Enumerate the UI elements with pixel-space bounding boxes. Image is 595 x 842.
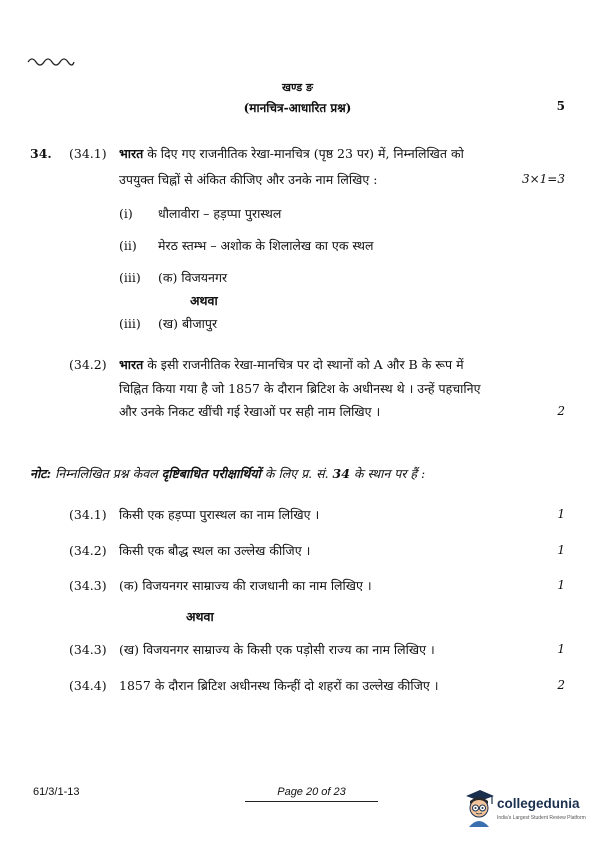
- question-number: 34.: [30, 146, 52, 161]
- note-item-label: (34.3): [69, 642, 107, 657]
- sub-question-label: (34.1): [69, 146, 107, 161]
- mascot-icon: [462, 787, 496, 827]
- note-item-text: (ख) विजयनगर साम्राज्य के किसी एक पड़ोसी राज्य का नाम लिखिए ।: [119, 642, 435, 657]
- question-text-line: भारत के इसी राजनीतिक रेखा-मानचित्र पर दो स्थानों को A और B के रूप में: [119, 357, 464, 372]
- note-item-text: 1857 के दौरान ब्रिटिश अधीनस्थ किन्हीं दो शहरों का उल्लेख कीजिए ।: [119, 678, 439, 693]
- note-item-marks: 1: [557, 507, 565, 521]
- note-item-label: (34.2): [69, 543, 107, 558]
- note-item-label: (34.4): [69, 678, 107, 693]
- or-label: अथवा: [186, 609, 214, 624]
- question-text-line: भारत के दिए गए राजनीतिक रेखा-मानचित्र (पृष्ठ 23 पर) में, निम्नलिखित को: [119, 146, 464, 161]
- note-item-marks: 1: [557, 642, 565, 656]
- note-item-label: (34.1): [69, 507, 107, 522]
- squiggle-mark: [27, 54, 75, 68]
- section-title: खण्ड ङ: [282, 81, 313, 94]
- paper-code: 61/3/1-13: [33, 786, 80, 798]
- note-line: नोट: निम्नलिखित प्रश्न केवल दृष्टिबाधित परीक्षार्थियों के लिए प्र. सं. 34 के स्थान पर हैं :: [30, 466, 426, 481]
- page-number: Page 20 of 23: [277, 786, 346, 798]
- footer-divider: [245, 801, 378, 802]
- note-item-text: किसी एक हड़प्पा पुरास्थल का नाम लिखिए ।: [119, 507, 320, 522]
- list-item-text: धौलावीरा – हड़प्पा पुरास्थल: [158, 206, 282, 221]
- note-item-marks: 1: [557, 543, 565, 557]
- list-item-number: (i): [119, 206, 133, 221]
- list-item-number: (iii): [119, 270, 141, 285]
- list-item-text: (क) विजयनगर: [158, 270, 228, 285]
- question-marks: 3×1=3: [521, 172, 565, 186]
- question-text-line: और उनके निकट खींची गई रेखाओं पर सही नाम लिखिए ।: [119, 404, 381, 419]
- note-item-marks: 2: [557, 678, 565, 692]
- question-marks: 2: [557, 404, 565, 418]
- note-item-label: (34.3): [69, 578, 107, 593]
- brand-logo: collegedunia: [497, 796, 580, 811]
- list-item-number: (iii): [119, 316, 141, 331]
- section-marks: 5: [556, 99, 565, 113]
- or-label: अथवा: [190, 293, 218, 308]
- note-item-marks: 1: [557, 578, 565, 592]
- list-item-text: (ख) बीजापुर: [158, 316, 218, 331]
- note-item-text: किसी एक बौद्ध स्थल का उल्लेख कीजिए ।: [119, 543, 311, 558]
- question-text-line: चिह्नित किया गया है जो 1857 के दौरान ब्रिटिश के अधीनस्थ थे । उन्हें पहचानिए: [119, 381, 481, 396]
- sub-question-label: (34.2): [69, 357, 107, 372]
- list-item-text: मेरठ स्तम्भ – अशोक के शिलालेख का एक स्थल: [158, 238, 374, 253]
- brand-tagline: India's Largest Student Review Platform: [497, 815, 586, 821]
- section-subtitle: (मानचित्र-आधारित प्रश्न): [243, 101, 352, 115]
- list-item-number: (ii): [119, 238, 137, 253]
- question-text-line: उपयुक्त चिह्नों से अंकित कीजिए और उनके नाम लिखिए :: [119, 172, 378, 187]
- note-item-text: (क) विजयनगर साम्राज्य की राजधानी का नाम लिखिए ।: [119, 578, 372, 593]
